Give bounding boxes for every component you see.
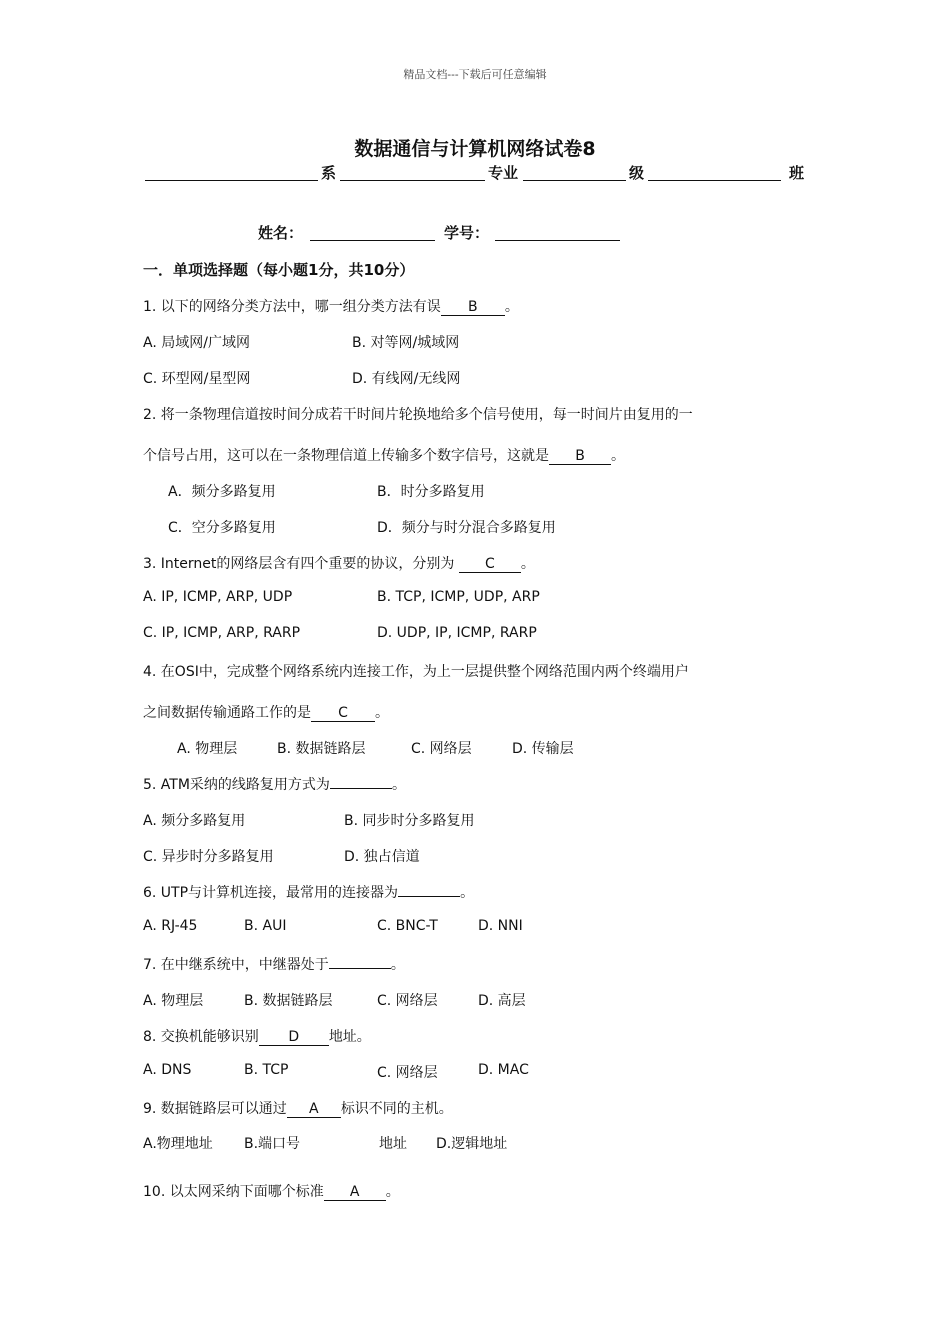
option-b[interactable]: B. TCP, ICMP, UDP, ARP	[377, 589, 540, 605]
class-blank[interactable]	[648, 180, 781, 181]
option-c[interactable]: 地址	[379, 1136, 407, 1152]
option-a[interactable]: A. RJ-45	[143, 918, 198, 934]
option-a[interactable]: A. 频分多路复用	[143, 813, 246, 829]
question-end: 。	[460, 885, 475, 901]
option-b[interactable]: B. 同步时分多路复用	[344, 813, 475, 829]
question-stem: 3. Internet的网络层含有四个重要的协议，分别为	[143, 556, 459, 572]
name-blank[interactable]	[310, 240, 435, 241]
option-d[interactable]: D. MAC	[478, 1062, 529, 1078]
question-7	[143, 954, 405, 974]
option-a[interactable]: A. IP, ICMP, ARP, UDP	[143, 589, 293, 605]
option-a[interactable]: A．频分多路复用	[168, 484, 276, 500]
question-stem: 7. 在中继系统中，中继器处于	[143, 957, 329, 973]
question-4-cont	[143, 702, 389, 722]
question-5	[143, 774, 406, 794]
option-b[interactable]: B. 对等网/城域网	[352, 335, 460, 351]
option-a[interactable]: A. 物理层	[177, 741, 238, 757]
option-c[interactable]: C. BNC-T	[377, 918, 438, 934]
option-d[interactable]: D. UDP, IP, ICMP, RARP	[377, 625, 537, 641]
answer-blank[interactable]: B	[549, 448, 611, 465]
major-blank[interactable]	[340, 180, 485, 181]
option-c[interactable]: C. 网络层	[377, 993, 438, 1009]
question-9	[143, 1098, 453, 1118]
question-end: 标识不同的主机。	[340, 1101, 453, 1117]
question-stem: 5. ATM采纳的线路复用方式为	[143, 777, 330, 793]
page-header: 精品文档---下载后可任意编辑	[403, 68, 547, 81]
option-d[interactable]: D.逻辑地址	[436, 1136, 508, 1152]
option-d[interactable]: D. 有线网/无线网	[352, 371, 461, 387]
student-id-blank[interactable]	[495, 240, 620, 241]
question-end: 。	[504, 299, 519, 315]
question-end: 。	[391, 777, 406, 793]
student-id-label: 学号：	[444, 224, 490, 242]
question-end: 。	[611, 448, 625, 464]
option-c[interactable]: C. 环型网/星型网	[143, 371, 251, 387]
option-c[interactable]: C．空分多路复用	[168, 520, 276, 536]
option-c[interactable]: C. IP, ICMP, ARP, RARP	[143, 625, 301, 641]
section-heading: 一．单项选择题（每小题1分，共10分）	[143, 261, 415, 279]
option-a[interactable]: A.物理地址	[143, 1136, 213, 1152]
option-b[interactable]: B. 数据链路层	[244, 993, 333, 1009]
question-stem: 6. UTP与计算机连接，最常用的连接器为	[143, 885, 399, 901]
question-stem: 9. 数据链路层可以通过	[143, 1101, 287, 1117]
question-end: 地址。	[328, 1029, 371, 1045]
question-stem: 8. 交换机能够识别	[143, 1029, 259, 1045]
question-4: 4. 在OSI中，完成整个网络系统内连接工作，为上一层提供整个网络范围内两个终端用户	[143, 664, 689, 680]
option-c[interactable]: C. 网络层	[377, 1065, 438, 1081]
name-label: 姓名：	[258, 224, 304, 242]
question-stem: 10. 以太网采纳下面哪个标准	[143, 1184, 324, 1200]
option-a[interactable]: A. 局域网/广域网	[143, 335, 250, 351]
answer-blank[interactable]: C	[311, 705, 375, 722]
answer-blank[interactable]: B	[441, 299, 505, 316]
option-a[interactable]: A. DNS	[143, 1062, 192, 1078]
option-d[interactable]: D. 独占信道	[344, 849, 420, 865]
option-b[interactable]: B. 数据链路层	[277, 741, 366, 757]
grade-blank[interactable]	[523, 180, 626, 181]
option-c[interactable]: C. 网络层	[411, 741, 472, 757]
department-line	[145, 162, 810, 184]
question-stem: 之间数据传输通路工作的是	[143, 705, 311, 721]
option-b[interactable]: B. AUI	[244, 918, 287, 934]
option-d[interactable]: D. 高层	[478, 993, 526, 1009]
question-2-cont	[143, 445, 625, 465]
option-d[interactable]: D. 传输层	[512, 741, 574, 757]
question-end: 。	[375, 705, 389, 721]
question-1	[143, 296, 519, 316]
option-b[interactable]: B. TCP	[244, 1062, 289, 1078]
answer-blank[interactable]	[330, 788, 392, 789]
option-c[interactable]: C. 异步时分多路复用	[143, 849, 274, 865]
major-label: 专业	[488, 164, 519, 182]
exam-title: 数据通信与计算机网络试卷8	[354, 138, 596, 160]
department-blank[interactable]	[145, 180, 318, 181]
dept-label: 系	[321, 164, 337, 182]
option-d[interactable]: D．频分与时分混合多路复用	[377, 520, 556, 536]
option-d[interactable]: D. NNI	[478, 918, 523, 934]
answer-blank[interactable]	[329, 968, 391, 969]
option-b[interactable]: B.端口号	[244, 1136, 301, 1152]
question-10	[143, 1181, 400, 1201]
question-stem: 个信号占用，这可以在一条物理信道上传输多个数字信号，这就是	[143, 448, 549, 464]
answer-blank[interactable]: D	[259, 1029, 329, 1046]
option-b[interactable]: B．时分多路复用	[377, 484, 485, 500]
question-end: 。	[520, 556, 535, 572]
question-3	[143, 553, 535, 573]
answer-blank[interactable]	[398, 896, 460, 897]
answer-blank[interactable]: C	[459, 556, 521, 573]
question-end: 。	[385, 1184, 400, 1200]
option-a[interactable]: A. 物理层	[143, 993, 204, 1009]
question-2: 2. 将一条物理信道按时间分成若干时间片轮换地给多个信号使用，每一时间片由复用的一	[143, 407, 693, 423]
grade-label: 级	[629, 164, 645, 182]
answer-blank[interactable]: A	[324, 1184, 386, 1201]
class-label: 班	[789, 164, 805, 182]
question-6	[143, 882, 474, 902]
question-stem: 1. 以下的网络分类方法中，哪一组分类方法有误	[143, 299, 441, 315]
answer-blank[interactable]: A	[287, 1101, 341, 1118]
question-8	[143, 1026, 371, 1046]
question-end: 。	[390, 957, 405, 973]
